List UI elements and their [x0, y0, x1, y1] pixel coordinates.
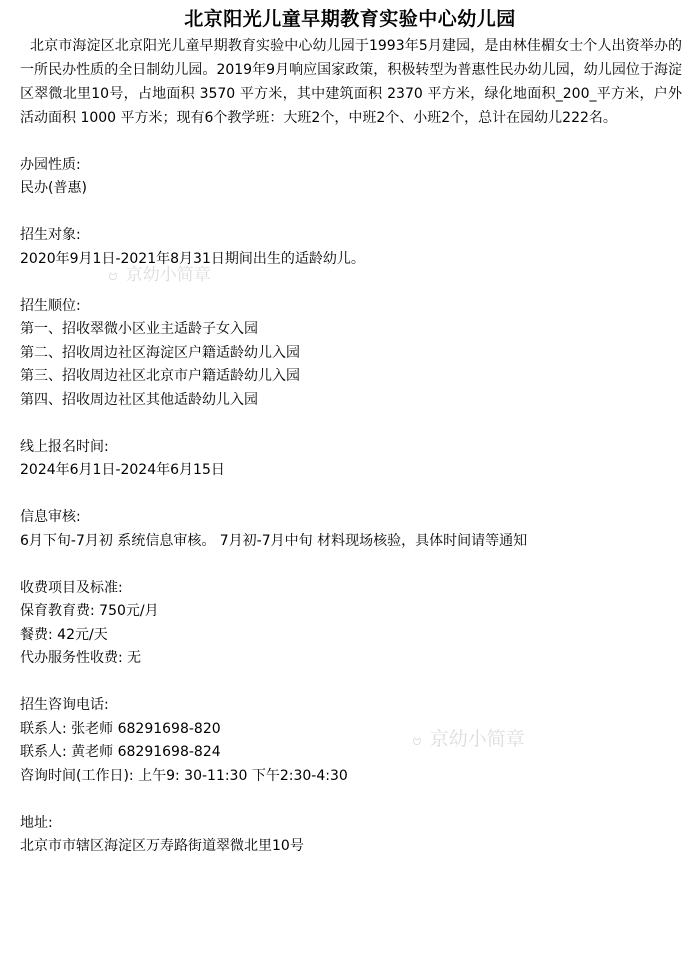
registration-value: 2024年6月1日-2024年6月15日	[20, 462, 225, 478]
watermark	[412, 724, 525, 754]
watermark-text: 京幼小简章	[125, 265, 211, 285]
address-label: 地址:	[20, 814, 53, 831]
contact-label: 招生咨询电话:	[20, 697, 109, 713]
order-item: 第一、招收翠微小区业主适龄子女入园	[20, 321, 258, 337]
fee-item: 代办服务性收费: 无	[20, 650, 142, 666]
intro-paragraph: 北京市海淀区北京阳光儿童早期教育实验中心幼儿园于1993年5月建园，是由林佳楣女士个人出资举办的一所民办性质的全日制幼儿园。2019年9月响应国家政策，积极转型为普惠性民办幼儿园，幼儿园位于海淀区翠微北里10号，占地面积 3570 平方米，其中建筑面积 2370 平方米，绿化地面积_200_平方米，户外活动面积 1000 平方米；现有6个教学班：大班2个，中班2个、小班2个，总计在园幼儿222名。	[20, 38, 682, 126]
registration-label: 线上报名时间:	[20, 438, 109, 455]
order-item: 第四、招收周边社区其他适龄幼儿入园	[20, 391, 258, 408]
fee-item: 保育教育费: 750元/月	[20, 603, 159, 619]
contact-item: 联系人: 黄老师 68291698-824	[20, 744, 221, 760]
order-item: 第二、招收周边社区海淀区户籍适龄幼儿入园	[20, 344, 300, 361]
address-value: 北京市市辖区海淀区万寿路街道翠微北里10号	[20, 838, 304, 854]
fee-item: 餐费: 42元/天	[20, 626, 108, 643]
info-sections	[20, 130, 680, 859]
nature-value: 民办(普惠)	[20, 180, 87, 196]
page-title: 北京阳光儿童早期教育实验中心幼儿园	[184, 8, 516, 30]
review-label: 信息审核:	[20, 509, 81, 525]
review-value: 6月下旬-7月初 系统信息审核。 7月初-7月中旬 材料现场核验，具体时间请等通知	[20, 532, 528, 549]
contact-item: 咨询时间(工作日): 上午9: 30-11:30 下午2:30-4:30	[20, 767, 348, 784]
watermark	[108, 260, 211, 289]
target-label: 招生对象:	[20, 227, 81, 243]
order-item: 第三、招收周边社区北京市户籍适龄幼儿入园	[20, 368, 300, 384]
watermark-text: 京幼小简章	[429, 728, 525, 750]
wechat-icon: ဗ	[412, 730, 422, 750]
contact-item: 联系人: 张老师 68291698-820	[20, 720, 221, 737]
target-value: 2020年9月1日-2021年8月31日期间出生的适龄幼儿。	[20, 250, 365, 267]
nature-label: 办园性质:	[20, 156, 81, 173]
wechat-icon: ဗ	[108, 265, 118, 285]
fees-label: 收费项目及标准:	[20, 579, 123, 596]
order-label: 招生顺位:	[20, 297, 81, 314]
